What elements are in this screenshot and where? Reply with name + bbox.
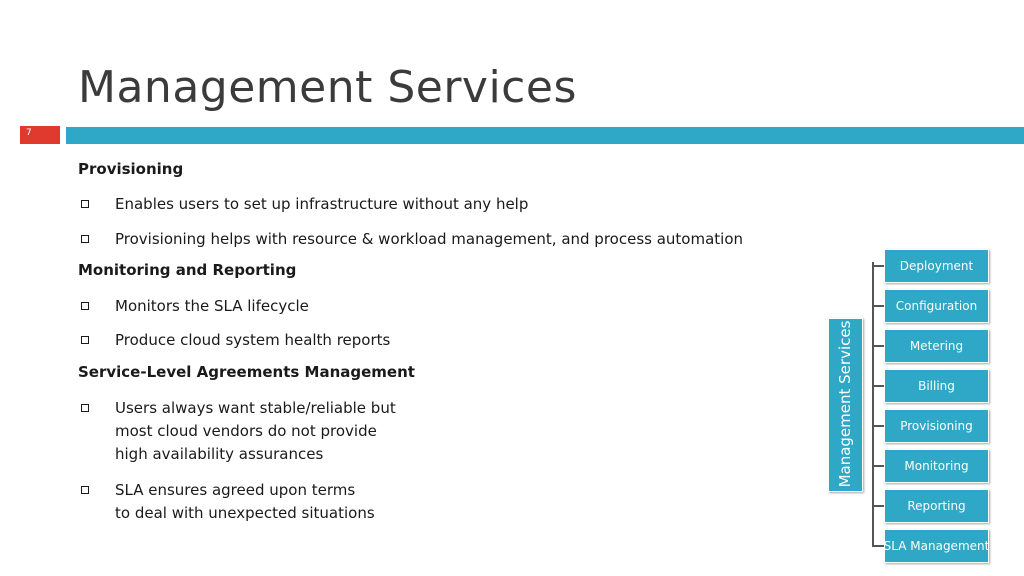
diagram-node: Deployment — [884, 249, 989, 283]
diagram-node: Billing — [884, 369, 989, 403]
bullet-line: Produce cloud system health reports — [115, 331, 391, 349]
diagram-connector — [872, 385, 884, 387]
diagram-connector — [872, 465, 884, 467]
bullet-line: Users always want stable/reliable but — [115, 399, 396, 417]
slide-title: Management Services — [78, 62, 577, 113]
diagram-connector — [872, 545, 884, 547]
bullet-line: to deal with unexpected situations — [115, 504, 375, 522]
diagram-node: Monitoring — [884, 449, 989, 483]
diagram-node: SLA Management — [884, 529, 989, 563]
diagram-root-label: Management Services — [836, 320, 854, 488]
slide-number: 7 — [26, 128, 32, 138]
section-heading: Provisioning — [78, 160, 184, 178]
diagram-connector — [872, 505, 884, 507]
bullet-line: SLA ensures agreed upon terms — [115, 481, 356, 499]
diagram-node: Metering — [884, 329, 989, 363]
bullet-line: Enables users to set up infrastructure without any help — [115, 195, 529, 213]
section-heading: Monitoring and Reporting — [78, 261, 297, 279]
diagram-connector — [872, 265, 884, 267]
diagram-node: Configuration — [884, 289, 989, 323]
diagram-connector — [872, 425, 884, 427]
bullet-line: Provisioning helps with resource & workload management, and process automation — [115, 230, 744, 248]
diagram-connector — [872, 345, 884, 347]
bullet-line: Monitors the SLA lifecycle — [115, 297, 309, 315]
diagram-connector — [872, 305, 884, 307]
diagram-node: Provisioning — [884, 409, 989, 443]
bullet-line: high availability assurances — [115, 445, 324, 463]
bullet-line: most cloud vendors do not provide — [115, 422, 377, 440]
diagram-node: Reporting — [884, 489, 989, 523]
section-heading: Service-Level Agreements Management — [78, 363, 415, 381]
